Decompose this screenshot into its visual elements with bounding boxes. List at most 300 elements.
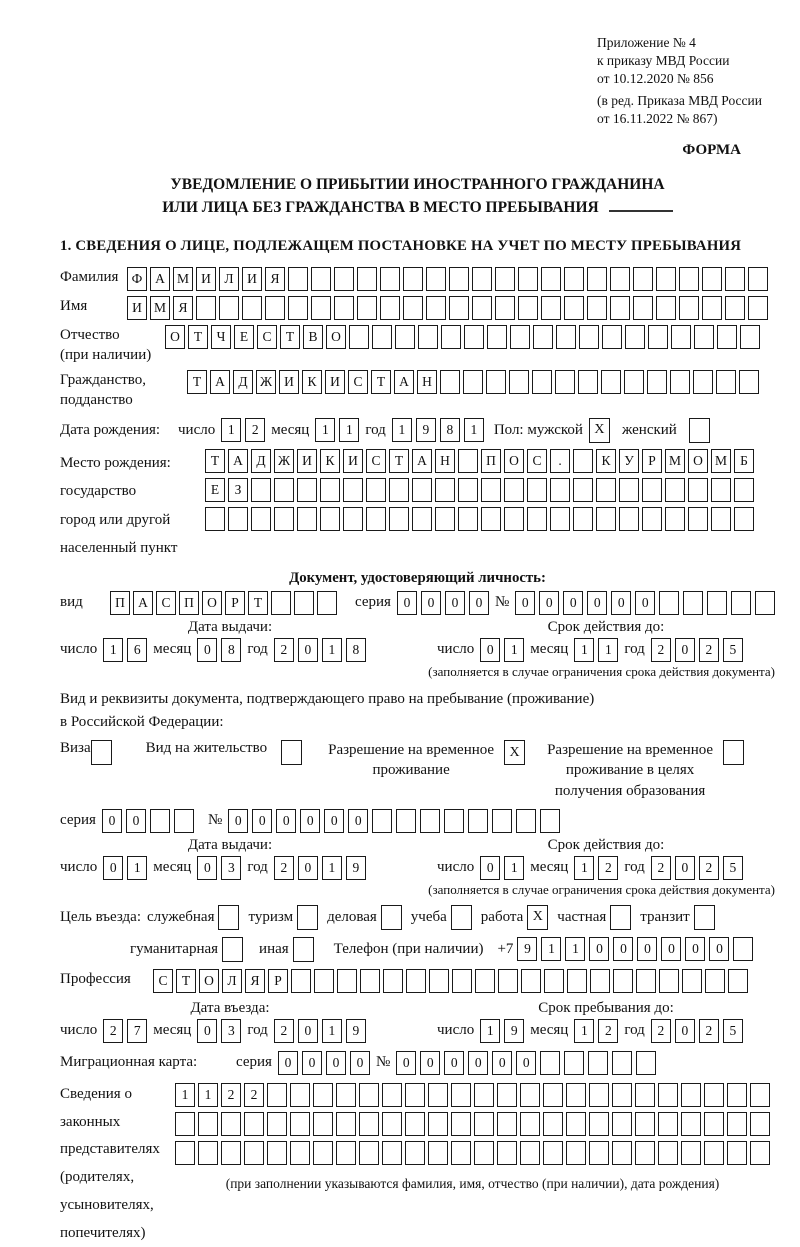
char-box[interactable]: 1	[541, 937, 561, 961]
char-box[interactable]: А	[394, 370, 414, 394]
char-box[interactable]	[658, 1083, 678, 1107]
char-box[interactable]	[564, 1051, 584, 1075]
char-box[interactable]	[589, 1083, 609, 1107]
char-box[interactable]: 5	[723, 856, 743, 880]
char-box[interactable]: 0	[675, 1019, 695, 1043]
char-box[interactable]: В	[303, 325, 323, 349]
char-box[interactable]	[635, 1083, 655, 1107]
char-box[interactable]: М	[173, 267, 193, 291]
char-box[interactable]	[497, 1141, 517, 1165]
char-box[interactable]: Т	[188, 325, 208, 349]
purpose-other-checkbox[interactable]	[293, 937, 314, 962]
char-box[interactable]	[451, 1141, 471, 1165]
char-box[interactable]: 0	[480, 638, 500, 662]
char-box[interactable]	[492, 809, 512, 833]
char-box[interactable]	[228, 507, 248, 531]
char-box[interactable]	[635, 1141, 655, 1165]
char-box[interactable]: Я	[245, 969, 265, 993]
char-box[interactable]	[543, 1112, 563, 1136]
sex-male-checkbox[interactable]: X	[589, 418, 610, 443]
char-box[interactable]: 0	[348, 809, 368, 833]
char-box[interactable]	[624, 370, 644, 394]
char-box[interactable]: 1	[315, 418, 335, 442]
char-box[interactable]	[540, 809, 560, 833]
char-box[interactable]	[313, 1083, 333, 1107]
char-box[interactable]: 1	[574, 1019, 594, 1043]
char-box[interactable]: 0	[300, 809, 320, 833]
char-box[interactable]	[555, 370, 575, 394]
purpose-tourism-checkbox[interactable]	[297, 905, 318, 930]
purpose-private-checkbox[interactable]	[610, 905, 631, 930]
char-box[interactable]	[412, 507, 432, 531]
char-box[interactable]: А	[133, 591, 153, 615]
char-box[interactable]: 0	[661, 937, 681, 961]
char-box[interactable]	[521, 969, 541, 993]
char-box[interactable]	[658, 1112, 678, 1136]
char-box[interactable]	[671, 325, 691, 349]
char-box[interactable]: 0	[397, 591, 417, 615]
char-box[interactable]: 2	[651, 856, 671, 880]
char-box[interactable]: 0	[468, 1051, 488, 1075]
char-box[interactable]: 0	[197, 856, 217, 880]
char-box[interactable]	[739, 370, 759, 394]
char-box[interactable]	[271, 591, 291, 615]
char-box[interactable]	[429, 969, 449, 993]
char-box[interactable]: 2	[274, 638, 294, 662]
char-box[interactable]: 8	[221, 638, 241, 662]
char-box[interactable]: Ж	[256, 370, 276, 394]
char-box[interactable]	[320, 478, 340, 502]
char-box[interactable]	[474, 1112, 494, 1136]
char-box[interactable]: А	[150, 267, 170, 291]
char-box[interactable]: 0	[516, 1051, 536, 1075]
char-box[interactable]: 0	[252, 809, 272, 833]
char-box[interactable]: 5	[723, 638, 743, 662]
char-box[interactable]	[360, 969, 380, 993]
char-box[interactable]: Ч	[211, 325, 231, 349]
char-box[interactable]: Р	[225, 591, 245, 615]
temp-residence-checkbox[interactable]: X	[504, 740, 525, 765]
char-box[interactable]	[357, 267, 377, 291]
char-box[interactable]: 5	[723, 1019, 743, 1043]
char-box[interactable]	[633, 296, 653, 320]
char-box[interactable]: 2	[274, 856, 294, 880]
char-box[interactable]	[587, 296, 607, 320]
char-box[interactable]: С	[527, 449, 547, 473]
char-box[interactable]: 0	[298, 638, 318, 662]
char-box[interactable]	[290, 1141, 310, 1165]
char-box[interactable]: 2	[699, 856, 719, 880]
char-box[interactable]: 2	[274, 1019, 294, 1043]
char-box[interactable]: Т	[389, 449, 409, 473]
char-box[interactable]: П	[481, 449, 501, 473]
char-box[interactable]: 9	[346, 856, 366, 880]
char-box[interactable]: 0	[298, 856, 318, 880]
char-box[interactable]	[613, 969, 633, 993]
char-box[interactable]: Я	[173, 296, 193, 320]
char-box[interactable]: 0	[103, 856, 123, 880]
temp-residence-education-checkbox[interactable]	[723, 740, 744, 765]
char-box[interactable]	[474, 1083, 494, 1107]
char-box[interactable]: 0	[469, 591, 489, 615]
char-box[interactable]	[412, 478, 432, 502]
char-box[interactable]: 0	[709, 937, 729, 961]
char-box[interactable]: Д	[251, 449, 271, 473]
char-box[interactable]	[451, 1083, 471, 1107]
char-box[interactable]: 1	[175, 1083, 195, 1107]
char-box[interactable]: 0	[587, 591, 607, 615]
char-box[interactable]	[550, 478, 570, 502]
char-box[interactable]: Л	[222, 969, 242, 993]
char-box[interactable]	[635, 1112, 655, 1136]
char-box[interactable]	[728, 969, 748, 993]
char-box[interactable]: 2	[651, 638, 671, 662]
char-box[interactable]	[474, 1141, 494, 1165]
char-box[interactable]	[428, 1083, 448, 1107]
char-box[interactable]: И	[279, 370, 299, 394]
char-box[interactable]	[659, 969, 679, 993]
char-box[interactable]	[504, 507, 524, 531]
char-box[interactable]	[541, 296, 561, 320]
char-box[interactable]	[458, 478, 478, 502]
char-box[interactable]	[334, 296, 354, 320]
char-box[interactable]	[610, 296, 630, 320]
char-box[interactable]: 1	[574, 856, 594, 880]
char-box[interactable]: А	[412, 449, 432, 473]
char-box[interactable]: 0	[228, 809, 248, 833]
char-box[interactable]: 0	[589, 937, 609, 961]
char-box[interactable]	[750, 1112, 770, 1136]
char-box[interactable]: 0	[421, 591, 441, 615]
char-box[interactable]	[334, 267, 354, 291]
char-box[interactable]	[320, 507, 340, 531]
char-box[interactable]: Ф	[127, 267, 147, 291]
char-box[interactable]	[725, 296, 745, 320]
char-box[interactable]: Н	[417, 370, 437, 394]
char-box[interactable]	[290, 1083, 310, 1107]
char-box[interactable]	[403, 267, 423, 291]
char-box[interactable]: 1	[103, 638, 123, 662]
char-box[interactable]: 0	[635, 591, 655, 615]
char-box[interactable]	[219, 296, 239, 320]
char-box[interactable]: 0	[278, 1051, 298, 1075]
char-box[interactable]	[573, 507, 593, 531]
char-box[interactable]	[590, 969, 610, 993]
char-box[interactable]	[294, 591, 314, 615]
char-box[interactable]	[337, 969, 357, 993]
char-box[interactable]	[740, 325, 760, 349]
char-box[interactable]	[297, 478, 317, 502]
char-box[interactable]: 9	[416, 418, 436, 442]
char-box[interactable]	[198, 1112, 218, 1136]
char-box[interactable]: Е	[205, 478, 225, 502]
char-box[interactable]	[612, 1141, 632, 1165]
char-box[interactable]	[486, 370, 506, 394]
char-box[interactable]	[544, 969, 564, 993]
char-box[interactable]	[540, 1051, 560, 1075]
char-box[interactable]	[372, 325, 392, 349]
char-box[interactable]	[449, 296, 469, 320]
char-box[interactable]: Н	[435, 449, 455, 473]
char-box[interactable]	[406, 969, 426, 993]
char-box[interactable]	[389, 507, 409, 531]
char-box[interactable]: 1	[127, 856, 147, 880]
char-box[interactable]	[221, 1112, 241, 1136]
char-box[interactable]	[336, 1141, 356, 1165]
char-box[interactable]	[665, 507, 685, 531]
char-box[interactable]: 2	[699, 638, 719, 662]
char-box[interactable]	[396, 809, 416, 833]
char-box[interactable]	[727, 1141, 747, 1165]
char-box[interactable]: И	[127, 296, 147, 320]
char-box[interactable]	[588, 1051, 608, 1075]
char-box[interactable]	[314, 969, 334, 993]
char-box[interactable]	[520, 1083, 540, 1107]
char-box[interactable]	[619, 478, 639, 502]
char-box[interactable]	[550, 507, 570, 531]
char-box[interactable]: 0	[326, 1051, 346, 1075]
char-box[interactable]	[601, 370, 621, 394]
char-box[interactable]: 3	[221, 1019, 241, 1043]
char-box[interactable]	[297, 507, 317, 531]
char-box[interactable]: М	[150, 296, 170, 320]
char-box[interactable]	[716, 370, 736, 394]
char-box[interactable]: Д	[233, 370, 253, 394]
char-box[interactable]	[311, 296, 331, 320]
char-box[interactable]: 0	[302, 1051, 322, 1075]
char-box[interactable]	[527, 478, 547, 502]
char-box[interactable]	[244, 1112, 264, 1136]
char-box[interactable]: 1	[322, 856, 342, 880]
char-box[interactable]	[357, 296, 377, 320]
char-box[interactable]: О	[202, 591, 222, 615]
char-box[interactable]: 0	[563, 591, 583, 615]
char-box[interactable]: И	[343, 449, 363, 473]
char-box[interactable]	[566, 1141, 586, 1165]
char-box[interactable]	[750, 1083, 770, 1107]
char-box[interactable]	[670, 370, 690, 394]
char-box[interactable]: 0	[298, 1019, 318, 1043]
char-box[interactable]	[596, 507, 616, 531]
char-box[interactable]: 1	[322, 1019, 342, 1043]
char-box[interactable]: .	[550, 449, 570, 473]
char-box[interactable]: 9	[504, 1019, 524, 1043]
char-box[interactable]	[578, 370, 598, 394]
char-box[interactable]	[693, 370, 713, 394]
char-box[interactable]: 0	[611, 591, 631, 615]
char-box[interactable]	[475, 969, 495, 993]
char-box[interactable]: К	[596, 449, 616, 473]
char-box[interactable]	[481, 507, 501, 531]
char-box[interactable]: А	[210, 370, 230, 394]
char-box[interactable]: 2	[244, 1083, 264, 1107]
char-box[interactable]: 0	[613, 937, 633, 961]
char-box[interactable]	[380, 267, 400, 291]
char-box[interactable]	[359, 1083, 379, 1107]
char-box[interactable]	[251, 478, 271, 502]
char-box[interactable]	[556, 325, 576, 349]
char-box[interactable]	[395, 325, 415, 349]
char-box[interactable]: 6	[127, 638, 147, 662]
char-box[interactable]	[727, 1112, 747, 1136]
char-box[interactable]: 9	[517, 937, 537, 961]
char-box[interactable]	[579, 325, 599, 349]
char-box[interactable]	[426, 296, 446, 320]
char-box[interactable]: 9	[346, 1019, 366, 1043]
char-box[interactable]: 0	[197, 638, 217, 662]
char-box[interactable]: П	[110, 591, 130, 615]
char-box[interactable]	[366, 507, 386, 531]
char-box[interactable]	[458, 449, 478, 473]
char-box[interactable]	[418, 325, 438, 349]
char-box[interactable]	[541, 267, 561, 291]
char-box[interactable]	[704, 1141, 724, 1165]
char-box[interactable]: 1	[464, 418, 484, 442]
char-box[interactable]: 0	[102, 809, 122, 833]
char-box[interactable]	[288, 267, 308, 291]
char-box[interactable]: Я	[265, 267, 285, 291]
char-box[interactable]	[533, 325, 553, 349]
char-box[interactable]: С	[153, 969, 173, 993]
char-box[interactable]	[518, 296, 538, 320]
char-box[interactable]	[566, 1112, 586, 1136]
char-box[interactable]: С	[348, 370, 368, 394]
char-box[interactable]: Т	[205, 449, 225, 473]
char-box[interactable]	[625, 325, 645, 349]
char-box[interactable]	[711, 507, 731, 531]
char-box[interactable]	[704, 1112, 724, 1136]
residence-permit-checkbox[interactable]	[281, 740, 302, 765]
char-box[interactable]	[380, 296, 400, 320]
char-box[interactable]: Б	[734, 449, 754, 473]
char-box[interactable]: 0	[675, 856, 695, 880]
char-box[interactable]	[734, 507, 754, 531]
char-box[interactable]	[174, 809, 194, 833]
char-box[interactable]: И	[297, 449, 317, 473]
char-box[interactable]	[704, 1083, 724, 1107]
char-box[interactable]: С	[366, 449, 386, 473]
char-box[interactable]	[487, 325, 507, 349]
char-box[interactable]	[265, 296, 285, 320]
char-box[interactable]	[516, 809, 536, 833]
char-box[interactable]: С	[156, 591, 176, 615]
char-box[interactable]	[659, 591, 679, 615]
char-box[interactable]	[420, 809, 440, 833]
char-box[interactable]	[428, 1141, 448, 1165]
char-box[interactable]	[734, 478, 754, 502]
char-box[interactable]	[573, 449, 593, 473]
char-box[interactable]: 7	[127, 1019, 147, 1043]
char-box[interactable]: П	[179, 591, 199, 615]
char-box[interactable]	[633, 267, 653, 291]
char-box[interactable]	[498, 969, 518, 993]
purpose-work-checkbox[interactable]: X	[527, 905, 548, 930]
char-box[interactable]	[656, 267, 676, 291]
char-box[interactable]	[336, 1083, 356, 1107]
char-box[interactable]	[612, 1112, 632, 1136]
char-box[interactable]	[510, 325, 530, 349]
char-box[interactable]	[727, 1083, 747, 1107]
char-box[interactable]: 3	[221, 856, 241, 880]
char-box[interactable]	[509, 370, 529, 394]
char-box[interactable]	[619, 507, 639, 531]
char-box[interactable]	[405, 1112, 425, 1136]
char-box[interactable]: 2	[245, 418, 265, 442]
char-box[interactable]	[444, 809, 464, 833]
char-box[interactable]	[274, 478, 294, 502]
char-box[interactable]	[612, 1083, 632, 1107]
char-box[interactable]	[221, 1141, 241, 1165]
char-box[interactable]	[267, 1112, 287, 1136]
char-box[interactable]: 0	[492, 1051, 512, 1075]
char-box[interactable]	[175, 1112, 195, 1136]
char-box[interactable]	[589, 1112, 609, 1136]
char-box[interactable]	[435, 478, 455, 502]
char-box[interactable]	[602, 325, 622, 349]
char-box[interactable]: Р	[642, 449, 662, 473]
char-box[interactable]	[349, 325, 369, 349]
char-box[interactable]	[343, 507, 363, 531]
char-box[interactable]	[665, 478, 685, 502]
char-box[interactable]: 1	[198, 1083, 218, 1107]
char-box[interactable]	[694, 325, 714, 349]
char-box[interactable]	[198, 1141, 218, 1165]
char-box[interactable]	[750, 1141, 770, 1165]
char-box[interactable]: 1	[574, 638, 594, 662]
char-box[interactable]: 2	[598, 856, 618, 880]
char-box[interactable]	[175, 1141, 195, 1165]
char-box[interactable]	[748, 267, 768, 291]
char-box[interactable]	[150, 809, 170, 833]
char-box[interactable]	[472, 267, 492, 291]
char-box[interactable]	[518, 267, 538, 291]
char-box[interactable]	[532, 370, 552, 394]
char-box[interactable]	[382, 1141, 402, 1165]
char-box[interactable]	[543, 1141, 563, 1165]
char-box[interactable]	[288, 296, 308, 320]
char-box[interactable]	[274, 507, 294, 531]
char-box[interactable]: 1	[480, 1019, 500, 1043]
char-box[interactable]: Т	[371, 370, 391, 394]
char-box[interactable]: 0	[420, 1051, 440, 1075]
char-box[interactable]	[359, 1112, 379, 1136]
char-box[interactable]: Т	[280, 325, 300, 349]
char-box[interactable]: О	[199, 969, 219, 993]
char-box[interactable]	[527, 507, 547, 531]
char-box[interactable]	[596, 478, 616, 502]
char-box[interactable]: О	[504, 449, 524, 473]
char-box[interactable]	[636, 969, 656, 993]
char-box[interactable]	[405, 1083, 425, 1107]
char-box[interactable]	[196, 296, 216, 320]
visa-checkbox[interactable]	[91, 740, 112, 765]
char-box[interactable]	[441, 325, 461, 349]
char-box[interactable]: 1	[504, 638, 524, 662]
char-box[interactable]: 0	[126, 809, 146, 833]
char-box[interactable]	[495, 296, 515, 320]
char-box[interactable]: З	[228, 478, 248, 502]
char-box[interactable]	[497, 1112, 517, 1136]
char-box[interactable]	[464, 325, 484, 349]
char-box[interactable]	[731, 591, 751, 615]
char-box[interactable]: 1	[339, 418, 359, 442]
char-box[interactable]	[449, 267, 469, 291]
char-box[interactable]	[733, 937, 753, 961]
char-box[interactable]	[495, 267, 515, 291]
char-box[interactable]	[543, 1083, 563, 1107]
char-box[interactable]	[290, 1112, 310, 1136]
char-box[interactable]	[452, 969, 472, 993]
